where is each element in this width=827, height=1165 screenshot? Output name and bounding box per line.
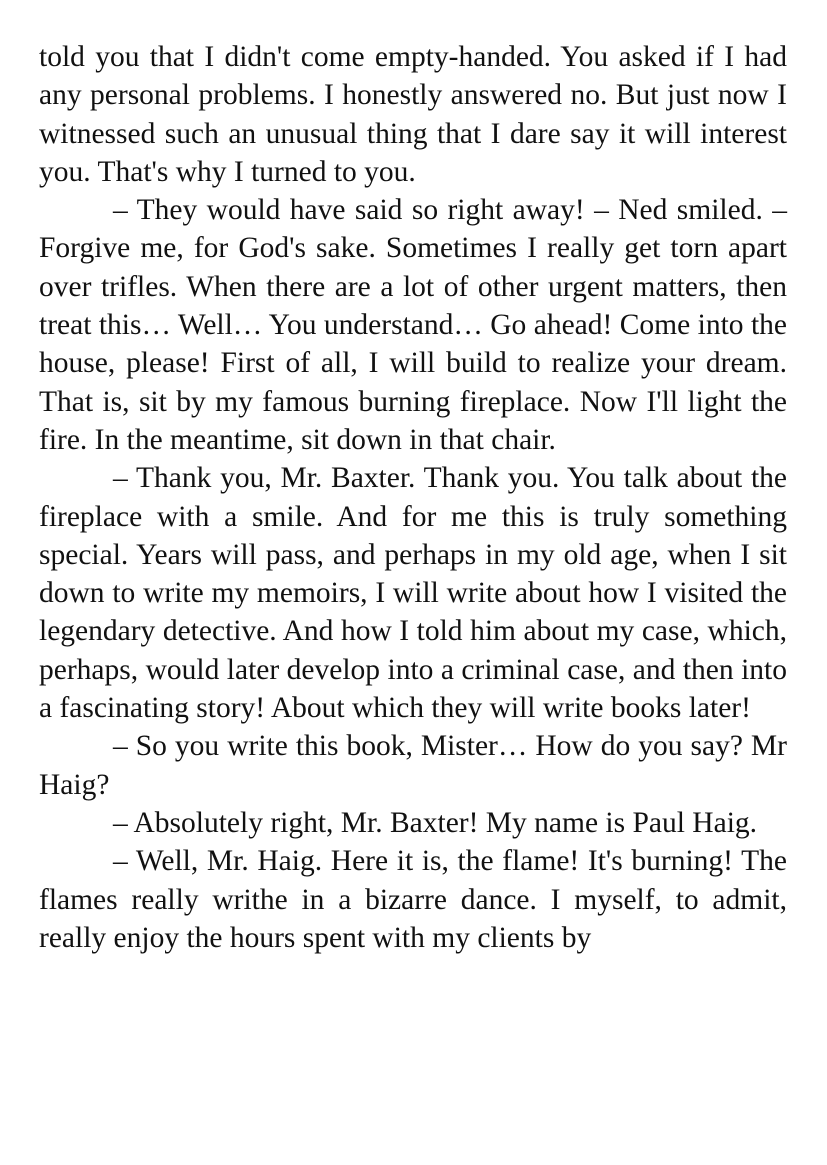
- paragraph-3: – Thank you, Mr. Baxter. Thank you. You talk about the fireplace with a smile. And for me this is truly something special. Years will pass, and perhaps in my old age, when I sit down to write my memoirs, I will write about how I visited the legendary detective. And how I told him about my case, which, perhaps, would later develop into a criminal case, and then into a fascinating story! About which they will write books later!: [39, 462, 787, 725]
- document-page: [39, 38, 787, 957]
- paragraph-6: – Well, Mr. Haig. Here it is, the flame! It's burning! The flames really writhe in a bizarre dance. I myself, to admit, really enjoy the hours spent with my clients by: [39, 845, 787, 954]
- paragraph-1: told you that I didn't come empty-handed. You asked if I had any personal problems. I honestly answered no. But just now I witnessed such an unusual thing that I dare say it will interest you. That's why I turned to you.: [39, 41, 787, 188]
- paragraph-2: – They would have said so right away! – Ned smiled. – Forgive me, for God's sake. Sometimes I really get torn apart over trifles. When there are a lot of other urgent matters, then treat this… Well… You understand… Go ahead! Come into the house, please! First of all, I will build to realize your dream. That is, sit by my famous burning fireplace. Now I'll light the fire. In the meantime, sit down in that chair.: [39, 194, 787, 456]
- paragraph-4: – So you write this book, Mister… How do you say? Mr Haig?: [39, 730, 787, 801]
- paragraph-5: – Absolutely right, Mr. Baxter! My name is Paul Haig.: [113, 806, 758, 839]
